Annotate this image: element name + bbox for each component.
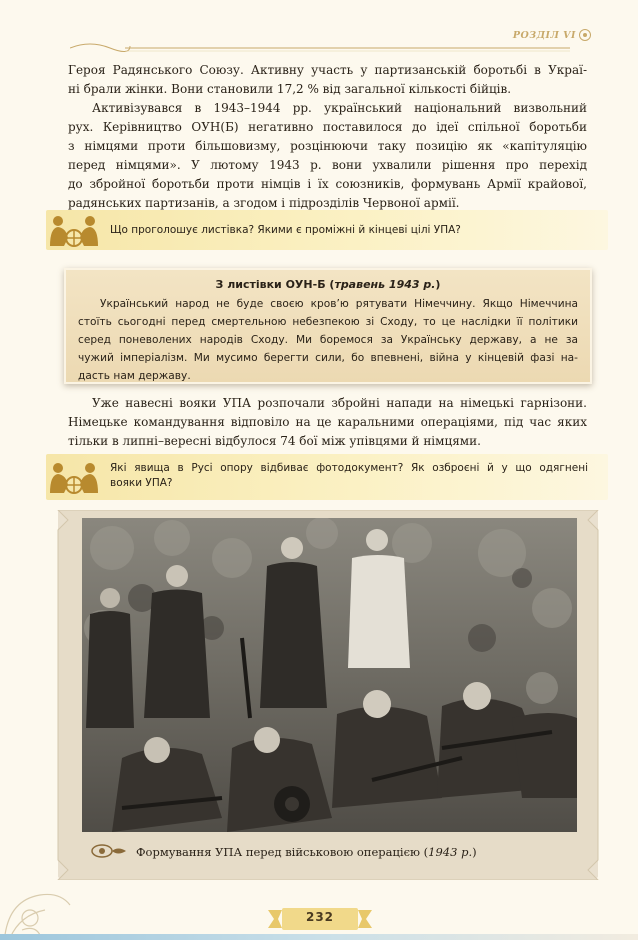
- quote-line: Український народ не буде своєю кров’ю рятувати Німеччину. Якщо Німеччина: [100, 298, 578, 310]
- header-decorative-line: [70, 38, 570, 54]
- text-line: рух. Керівництво ОУН(Б) негативно поставилося до ідеї спільної боротьби: [68, 120, 587, 134]
- discussion-people-icon: [46, 212, 102, 248]
- quote-line: стоїть сьогодні перед смертельною небезпекою зі Сходу, то це наслідки її політики: [78, 316, 578, 328]
- quote-body: [78, 295, 578, 385]
- text-line: Німецьке командування відповіло на це каральними операціями, під час яких: [68, 415, 587, 429]
- quote-title-prefix: З листівки ОУН-Б (: [215, 278, 335, 291]
- quote-line: дасть нам державу.: [78, 370, 191, 382]
- header-ornament-icon: [578, 28, 592, 42]
- quote-line: чужий імперіалізм. Ми мусимо берегти сили, бо впевнені, війна у кінцевій фазі на-: [78, 352, 578, 364]
- quote-title-date: травень 1943 р.: [334, 278, 436, 291]
- question-text: Що проголошує листівка? Якими є проміжні й кінцеві цілі УПА?: [110, 224, 461, 236]
- question-bar-1: [46, 210, 608, 250]
- caption-date: 1943 р.: [428, 845, 473, 859]
- paragraph-3: [68, 394, 587, 451]
- caption-suffix: ): [472, 845, 477, 859]
- page-number: 232: [305, 910, 335, 924]
- quote-line: серед поневолених народів Сходу. Ми боремося за Українську державу, а не за: [78, 334, 578, 346]
- quote-title: [66, 278, 590, 291]
- text-line: Уже навесні вояки УПА розпочали збройні напади на німецькі гарнізони.: [92, 396, 587, 410]
- caption-text: Формування УПА перед військовою операцією (: [136, 845, 429, 859]
- question-bar-2: [46, 454, 608, 500]
- historical-photo: [82, 518, 577, 832]
- question-line: Які явища в Русі опору відбиває фотодокумент? Як озброєні й у що одягнені: [110, 462, 588, 474]
- question-line: вояки УПА?: [110, 477, 173, 489]
- bottom-strip: [0, 934, 638, 940]
- discussion-people-icon: [46, 459, 102, 495]
- quote-title-suffix: ): [435, 278, 441, 291]
- paragraph-2: [68, 99, 587, 213]
- ornament-icon: [88, 843, 128, 859]
- question-text: [110, 461, 588, 491]
- photo-caption: [136, 845, 477, 859]
- text-line: Активізувався в 1943–1944 рр. український національний визвольний: [92, 101, 587, 115]
- text-line: тільки в липні–вересні відбулося 74 бої між упівцями й німцями.: [68, 434, 481, 448]
- text-line: радянських партизанів, а згодом і підрозділів Червоної армії.: [68, 196, 460, 210]
- text-line: ні брали жінки. Вони становили 17,2 % від загальної кількості бійців.: [68, 82, 512, 96]
- section-label: РОЗДІЛ VI: [512, 30, 576, 41]
- corner-ornament-icon: [0, 880, 80, 940]
- text-line: Героя Радянського Союзу. Активну участь у партизанській боротьбі в Украї-: [68, 63, 587, 77]
- leaflet-quote-box: [64, 268, 592, 384]
- text-line: до збройної боротьби проти німців і їх союзників, формувань Армії крайової,: [68, 177, 587, 191]
- text-line: з німцями проти більшовизму, розцінюючи таку позицію як «капітуляцію: [68, 139, 587, 153]
- paragraph-1: [68, 61, 587, 99]
- photo-illustration: [82, 518, 577, 832]
- text-line: перед німцями». У лютому 1943 р. вони ухвалили рішення про перехід: [68, 158, 587, 172]
